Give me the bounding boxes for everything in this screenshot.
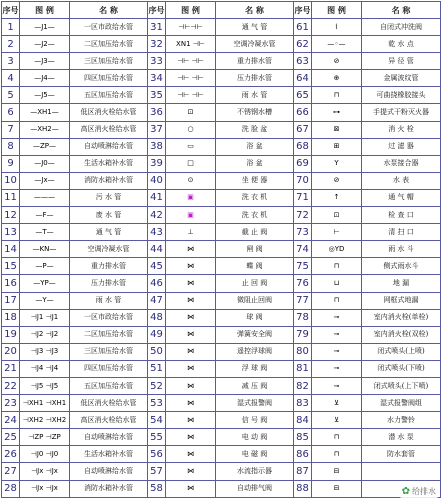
legend-symbol: ⊠ — [312, 121, 362, 138]
col-header-symbol: 图 例 — [20, 2, 70, 19]
table-row — [2, 189, 441, 206]
item-number: 14 — [2, 241, 20, 258]
legend-symbol: ▣ — [166, 189, 216, 206]
item-number: 65 — [294, 87, 312, 104]
item-name: 废 水 管 — [70, 207, 148, 224]
item-name: 清 扫 口 — [362, 224, 441, 241]
item-number: 27 — [2, 463, 20, 480]
item-name: 水 表 — [362, 172, 441, 189]
item-number: 45 — [148, 258, 166, 275]
item-number: 51 — [148, 360, 166, 377]
header-row — [2, 2, 441, 19]
item-number: 83 — [294, 395, 312, 412]
item-number: 70 — [294, 172, 312, 189]
col-header-name: 名 称 — [362, 2, 441, 19]
legend-symbol: ⋈ — [166, 480, 216, 497]
item-number: 26 — [2, 446, 20, 463]
item-name: 金属波纹管 — [362, 70, 441, 87]
item-name: 潜 水 泵 — [362, 429, 441, 446]
item-number: 48 — [148, 309, 166, 326]
item-number: 85 — [294, 429, 312, 446]
table-row — [2, 446, 441, 463]
table-row — [2, 480, 441, 497]
item-number: 77 — [294, 292, 312, 309]
legend-symbol: —◦— — [312, 36, 362, 53]
item-name: 低区消火栓给水管 — [70, 104, 148, 121]
item-name: 重力排水管 — [70, 258, 148, 275]
table-row — [2, 138, 441, 155]
item-number: 74 — [294, 241, 312, 258]
item-number: 32 — [148, 36, 166, 53]
legend-table — [1, 1, 441, 498]
item-name: 信 号 阀 — [216, 412, 294, 429]
item-number: 55 — [148, 429, 166, 446]
legend-symbol: ⊣Jx ⊣Jx — [20, 480, 70, 497]
item-name: 二区加压给水管 — [70, 36, 148, 53]
legend-symbol: —J2— — [20, 36, 70, 53]
item-name: 洗 衣 机 — [216, 207, 294, 224]
legend-symbol: □ — [166, 155, 216, 172]
item-number: 49 — [148, 326, 166, 343]
table-row — [2, 53, 441, 70]
legend-body — [2, 19, 441, 498]
legend-symbol: ⋈ — [166, 343, 216, 360]
item-number: 62 — [294, 36, 312, 53]
legend-symbol: ↑ — [312, 189, 362, 206]
item-name: 电 磁 阀 — [216, 446, 294, 463]
item-number: 31 — [148, 19, 166, 36]
item-name: 高区消火栓给水管 — [70, 412, 148, 429]
item-number: 21 — [2, 360, 20, 377]
legend-symbol: ⊶ — [312, 104, 362, 121]
item-name: 三区加压给水管 — [70, 343, 148, 360]
item-number: 2 — [2, 36, 20, 53]
legend-symbol: ⊡ — [312, 207, 362, 224]
legend-symbol: ⊕ — [312, 70, 362, 87]
item-name — [362, 463, 441, 480]
item-name: 闭式喷头(下喷) — [362, 360, 441, 377]
item-name: 通 气 管 — [70, 224, 148, 241]
item-name: 截 止 阀 — [216, 224, 294, 241]
item-name: 四区加压给水管 — [70, 360, 148, 377]
legend-symbol: ○ — [166, 121, 216, 138]
item-number: 11 — [2, 189, 20, 206]
item-number: 75 — [294, 258, 312, 275]
item-number: 79 — [294, 326, 312, 343]
table-row — [2, 360, 441, 377]
item-number: 68 — [294, 138, 312, 155]
legend-symbol: —J3— — [20, 53, 70, 70]
item-name: 消防水箱补水管 — [70, 480, 148, 497]
table-row — [2, 70, 441, 87]
item-number: 10 — [2, 172, 20, 189]
item-number: 88 — [294, 480, 312, 497]
item-name: 压力排水管 — [70, 275, 148, 292]
item-number: 81 — [294, 360, 312, 377]
item-number: 72 — [294, 207, 312, 224]
item-number: 15 — [2, 258, 20, 275]
item-name: 地 漏 — [362, 275, 441, 292]
item-number: 54 — [148, 412, 166, 429]
item-name: 自动喷淋给水管 — [70, 463, 148, 480]
item-name: 减 压 阀 — [216, 377, 294, 394]
item-name: 室内消火栓(双栓) — [362, 326, 441, 343]
item-name: 异 径 管 — [362, 53, 441, 70]
item-number: 6 — [2, 104, 20, 121]
item-number: 71 — [294, 189, 312, 206]
legend-symbol: ⊘ — [312, 172, 362, 189]
legend-symbol: ⊸ — [312, 360, 362, 377]
table-row — [2, 172, 441, 189]
item-number: 43 — [148, 224, 166, 241]
item-number: 13 — [2, 224, 20, 241]
legend-symbol: ⋈ — [166, 241, 216, 258]
legend-symbol: ⊓ — [312, 446, 362, 463]
legend-symbol: ⊟ — [312, 463, 362, 480]
watermark-text: 给排水 — [412, 487, 436, 496]
item-name: 生活水箱补水管 — [70, 155, 148, 172]
item-number: 33 — [148, 53, 166, 70]
legend-symbol: —F— — [20, 207, 70, 224]
item-name: 止 回 阀 — [216, 275, 294, 292]
legend-symbol: ⊣⊢ ⊣⊢ — [166, 70, 216, 87]
legend-symbol: —J0— — [20, 155, 70, 172]
item-name: 检 查 口 — [362, 207, 441, 224]
item-name: 浴 盆 — [216, 138, 294, 155]
item-name: 手提式干粉灭火器 — [362, 104, 441, 121]
item-number: 19 — [2, 326, 20, 343]
item-name: 洗 衣 机 — [216, 189, 294, 206]
legend-symbol: —J4— — [20, 70, 70, 87]
col-header-num: 序号 — [148, 2, 166, 19]
legend-symbol: ⊣J0 ⊣J0 — [20, 446, 70, 463]
item-number: 57 — [148, 463, 166, 480]
item-number: 86 — [294, 446, 312, 463]
table-row — [2, 19, 441, 36]
legend-symbol: ⊙ — [166, 172, 216, 189]
legend-symbol: ⋈ — [166, 446, 216, 463]
item-number: 9 — [2, 155, 20, 172]
item-number: 34 — [148, 70, 166, 87]
item-number: 37 — [148, 121, 166, 138]
item-name: 雨 水 斗 — [362, 241, 441, 258]
item-number: 38 — [148, 138, 166, 155]
item-name: 电 动 阀 — [216, 429, 294, 446]
item-name: 雨 水 管 — [70, 292, 148, 309]
item-name: 通 气 管 — [216, 19, 294, 36]
col-header-num: 序号 — [2, 2, 20, 19]
legend-symbol: ⊸ — [312, 377, 362, 394]
item-number: 80 — [294, 343, 312, 360]
table-row — [2, 292, 441, 309]
item-name: 侧式雨水斗 — [362, 258, 441, 275]
item-number: 12 — [2, 207, 20, 224]
item-number: 67 — [294, 121, 312, 138]
item-number: 47 — [148, 292, 166, 309]
table-row — [2, 258, 441, 275]
item-name: 空调冷凝水管 — [216, 36, 294, 53]
legend-symbol: ⊣J5 ⊣J5 — [20, 377, 70, 394]
item-name: 水流指示器 — [216, 463, 294, 480]
item-number: 78 — [294, 309, 312, 326]
item-name: 室内消火栓(单栓) — [362, 309, 441, 326]
legend-symbol: ⊣⊢ ⊣⊢ — [166, 87, 216, 104]
item-number: 44 — [148, 241, 166, 258]
col-header-num: 序号 — [294, 2, 312, 19]
legend-symbol: XN1 ⊣⊢ — [166, 36, 216, 53]
item-number: 53 — [148, 395, 166, 412]
legend-symbol: ⊸ — [312, 343, 362, 360]
item-name: 通 气 帽 — [362, 189, 441, 206]
table-row — [2, 309, 441, 326]
legend-symbol: ⊸ — [312, 326, 362, 343]
item-name: 浮 球 阀 — [216, 360, 294, 377]
item-name: 防水套管 — [362, 446, 441, 463]
item-name: 闭式喷头(上下喷) — [362, 377, 441, 394]
item-name: 洗 脸 盆 — [216, 121, 294, 138]
item-number: 17 — [2, 292, 20, 309]
item-name: 五区加压给水管 — [70, 377, 148, 394]
item-number: 52 — [148, 377, 166, 394]
item-name: 乾 水 点 — [362, 36, 441, 53]
item-number: 24 — [2, 412, 20, 429]
table-row — [2, 377, 441, 394]
item-name: 水力警铃 — [362, 412, 441, 429]
item-name: 水泵接合器 — [362, 155, 441, 172]
legend-symbol: ⋈ — [166, 463, 216, 480]
item-number: 42 — [148, 207, 166, 224]
legend-symbol: ⊓ — [312, 429, 362, 446]
legend-symbol: ⊣J3 ⊣J3 — [20, 343, 70, 360]
table-row — [2, 207, 441, 224]
item-name: 自动喷淋给水管 — [70, 429, 148, 446]
item-number: 20 — [2, 343, 20, 360]
item-name: 蝶 阀 — [216, 258, 294, 275]
item-name: 一区市政给水管 — [70, 19, 148, 36]
legend-symbol: —YP— — [20, 275, 70, 292]
legend-symbol: ⋈ — [166, 309, 216, 326]
item-number: 18 — [2, 309, 20, 326]
legend-symbol: ⊔ — [312, 275, 362, 292]
item-name: 闭式喷头(上喷) — [362, 343, 441, 360]
item-number: 7 — [2, 121, 20, 138]
legend-symbol: ⊓ — [312, 292, 362, 309]
item-name: 消 火 栓 — [362, 121, 441, 138]
legend-symbol: ▣ — [166, 207, 216, 224]
legend-symbol: —J1— — [20, 19, 70, 36]
item-number: 61 — [294, 19, 312, 36]
item-number: 76 — [294, 275, 312, 292]
table-row — [2, 326, 441, 343]
item-name: 弹簧安全阀 — [216, 326, 294, 343]
item-number: 23 — [2, 395, 20, 412]
legend-symbol: ⋈ — [166, 412, 216, 429]
item-number: 35 — [148, 87, 166, 104]
item-name: 消防水箱补水管 — [70, 172, 148, 189]
legend-symbol: ⊣J4 ⊣J4 — [20, 360, 70, 377]
item-number: 16 — [2, 275, 20, 292]
legend-symbol: ⋈ — [166, 292, 216, 309]
legend-symbol: ⊓ — [312, 87, 362, 104]
table-row — [2, 412, 441, 429]
item-number: 22 — [2, 377, 20, 394]
legend-symbol: ——— — [20, 189, 70, 206]
item-number: 4 — [2, 70, 20, 87]
item-number: 73 — [294, 224, 312, 241]
item-name: 网框式地漏 — [362, 292, 441, 309]
legend-symbol: ⊣⊢⊣⊢ — [166, 19, 216, 36]
legend-symbol: —ZP— — [20, 138, 70, 155]
legend-symbol: ⋈ — [166, 395, 216, 412]
table-row — [2, 87, 441, 104]
item-name: 低区消火栓给水管 — [70, 395, 148, 412]
legend-symbol: ⊻ — [312, 412, 362, 429]
item-name: 污 水 管 — [70, 189, 148, 206]
item-name: 不锈钢水槽 — [216, 104, 294, 121]
col-header-symbol: 图 例 — [312, 2, 362, 19]
table-row — [2, 104, 441, 121]
table-row — [2, 36, 441, 53]
item-name: 过 滤 器 — [362, 138, 441, 155]
item-name: 微阻止回阀 — [216, 292, 294, 309]
legend-symbol: ⋈ — [166, 275, 216, 292]
legend-symbol: ⊣J1 ⊣J1 — [20, 309, 70, 326]
item-number: 56 — [148, 446, 166, 463]
legend-symbol: ⊥ — [166, 224, 216, 241]
legend-symbol: ⊻ — [312, 395, 362, 412]
col-header-name: 名 称 — [70, 2, 148, 19]
item-name: 高区消火栓给水管 — [70, 121, 148, 138]
item-name: 遥控浮球阀 — [216, 343, 294, 360]
item-name: 自闭式冲洗阀 — [362, 19, 441, 36]
item-name: 坐 便 器 — [216, 172, 294, 189]
item-number: 64 — [294, 70, 312, 87]
item-name: 可曲挠橡胶接头 — [362, 87, 441, 104]
item-number: 50 — [148, 343, 166, 360]
table-row — [2, 463, 441, 480]
table-row — [2, 395, 441, 412]
col-header-name: 名 称 — [216, 2, 294, 19]
legend-symbol: ⋈ — [166, 429, 216, 446]
table-row — [2, 155, 441, 172]
item-number: 63 — [294, 53, 312, 70]
item-name: 闸 阀 — [216, 241, 294, 258]
legend-symbol: ⊣J2 ⊣J2 — [20, 326, 70, 343]
item-number: 36 — [148, 104, 166, 121]
legend-symbol: ⌇ — [312, 19, 362, 36]
item-name: 雨 水 管 — [216, 87, 294, 104]
item-number: 58 — [148, 480, 166, 497]
legend-symbol: ⊣XH2 ⊣XH2 — [20, 412, 70, 429]
table-row — [2, 224, 441, 241]
legend-symbol: ⋈ — [166, 360, 216, 377]
item-number: 84 — [294, 412, 312, 429]
item-number: 40 — [148, 172, 166, 189]
legend-symbol: —Jx— — [20, 172, 70, 189]
item-name: 自动喷淋给水管 — [70, 138, 148, 155]
legend-symbol: —XH1— — [20, 104, 70, 121]
item-name: 一区市政给水管 — [70, 309, 148, 326]
item-number: 66 — [294, 104, 312, 121]
legend-symbol: ▭ — [166, 138, 216, 155]
item-name: 湿式报警阀组 — [362, 395, 441, 412]
legend-symbol: ⊓ — [312, 258, 362, 275]
legend-symbol: ⋈ — [166, 326, 216, 343]
legend-symbol: —T— — [20, 224, 70, 241]
legend-symbol: ⊟ — [312, 480, 362, 497]
table-row — [2, 241, 441, 258]
legend-symbol: —XH2— — [20, 121, 70, 138]
item-number: 3 — [2, 53, 20, 70]
item-name: 湿式报警阀 — [216, 395, 294, 412]
legend-symbol: Y — [312, 155, 362, 172]
item-number: 41 — [148, 189, 166, 206]
legend-symbol: —Y— — [20, 292, 70, 309]
legend-symbol: ⊣XH1 ⊣XH1 — [20, 395, 70, 412]
item-number: 87 — [294, 463, 312, 480]
table-row — [2, 343, 441, 360]
watermark — [399, 485, 439, 498]
table-row — [2, 275, 441, 292]
wechat-icon: ✿ — [401, 486, 410, 497]
item-number: 82 — [294, 377, 312, 394]
item-name: 自动排气阀 — [216, 480, 294, 497]
item-name: 球 阀 — [216, 309, 294, 326]
legend-symbol: —J5— — [20, 87, 70, 104]
legend-symbol: ⊞ — [312, 138, 362, 155]
item-name: 三区加压给水管 — [70, 53, 148, 70]
item-number: 1 — [2, 19, 20, 36]
item-name: 五区加压给水管 — [70, 87, 148, 104]
col-header-symbol: 图 例 — [166, 2, 216, 19]
table-row — [2, 429, 441, 446]
item-name: 压力排水管 — [216, 70, 294, 87]
item-name: 生活水箱补水管 — [70, 446, 148, 463]
legend-symbol: ⊣⊢ ⊣⊢ — [166, 53, 216, 70]
item-name: 重力排水管 — [216, 53, 294, 70]
legend-symbol: ⊡ — [166, 104, 216, 121]
item-number: 25 — [2, 429, 20, 446]
item-number: 28 — [2, 480, 20, 497]
legend-symbol: ⋈ — [166, 377, 216, 394]
item-name: 二区加压给水管 — [70, 326, 148, 343]
legend-symbol: ⊣Jx ⊣Jx — [20, 463, 70, 480]
item-number: 69 — [294, 155, 312, 172]
legend-symbol: ⊘ — [312, 53, 362, 70]
item-name: 空调冷凝水管 — [70, 241, 148, 258]
item-name: 浴 盆 — [216, 155, 294, 172]
item-number: 8 — [2, 138, 20, 155]
legend-symbol: —KN— — [20, 241, 70, 258]
legend-symbol: ◎YD — [312, 241, 362, 258]
legend-symbol: ⊢ — [312, 224, 362, 241]
item-number: 5 — [2, 87, 20, 104]
legend-symbol: ⊸ — [312, 309, 362, 326]
legend-symbol: ⋈ — [166, 258, 216, 275]
item-name: 四区加压给水管 — [70, 70, 148, 87]
item-number: 39 — [148, 155, 166, 172]
table-row — [2, 121, 441, 138]
item-number: 46 — [148, 275, 166, 292]
legend-symbol: ⊣ZP ⊣ZP — [20, 429, 70, 446]
legend-symbol: —P— — [20, 258, 70, 275]
